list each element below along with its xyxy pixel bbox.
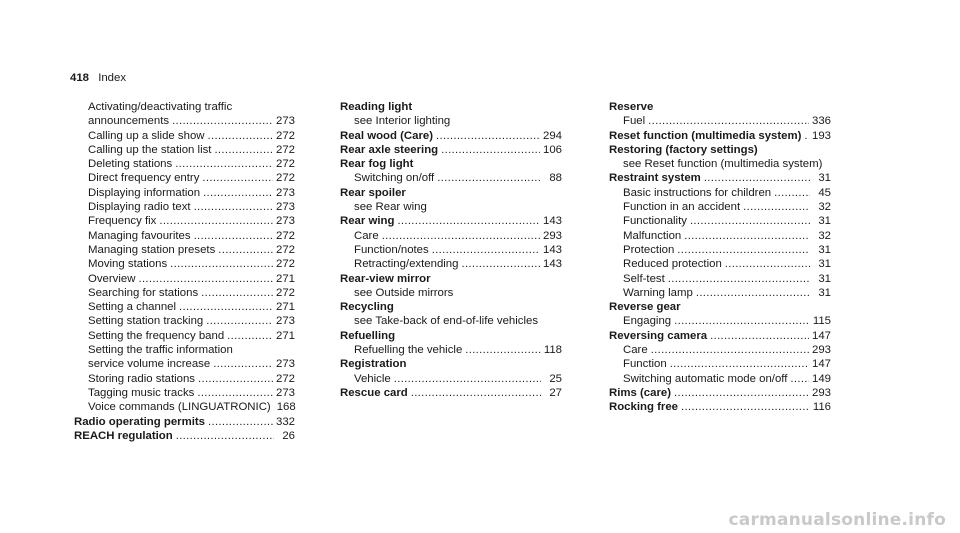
index-subentry [609, 243, 831, 257]
entry-label: Retracting/extending [354, 258, 459, 271]
page-reference[interactable]: 32 [818, 229, 831, 242]
index-subentry [74, 171, 295, 185]
dot-leader [176, 429, 274, 443]
index-entry [609, 171, 831, 185]
entry-label: Reverse gear [609, 301, 681, 314]
index-entry [609, 400, 831, 414]
entry-label: Rocking free [609, 401, 678, 414]
dot-leader [382, 229, 540, 243]
entry-label: Reduced protection [623, 258, 722, 271]
page-reference[interactable]: 31 [818, 243, 831, 256]
entry-label: Frequency fix [88, 215, 157, 228]
dot-leader [394, 372, 541, 386]
entry-label: Calling up the station list [88, 143, 212, 156]
index-subentry [340, 229, 562, 243]
page-reference[interactable]: 294 [542, 129, 562, 142]
entry-label: Voice commands (LINGUATRONIC) [88, 401, 271, 414]
page-reference[interactable]: 32 [818, 201, 831, 214]
dot-leader [197, 386, 273, 400]
page-reference[interactable]: 31 [818, 286, 831, 299]
page-reference[interactable]: 31 [818, 272, 831, 285]
index-entry [340, 214, 562, 228]
entry-label: Deleting stations [88, 158, 173, 171]
entry-label: see Reset function (multimedia system) [623, 158, 823, 171]
index-subentry [609, 372, 831, 386]
dot-leader [704, 171, 810, 185]
page-reference[interactable]: 272 [275, 258, 295, 271]
entry-label: Functionality [623, 215, 687, 228]
page-reference[interactable]: 143 [542, 215, 562, 228]
entry-label: Rims (care) [609, 386, 672, 399]
page-reference[interactable]: 106 [542, 143, 562, 156]
page-header [70, 71, 126, 85]
dot-leader [172, 114, 273, 128]
index-entry [74, 415, 295, 429]
page-reference[interactable]: 272 [275, 243, 295, 256]
index-subentry [74, 114, 295, 128]
dot-leader [202, 171, 273, 185]
index-subentry [340, 200, 562, 214]
index-subentry [74, 286, 295, 300]
dot-leader [725, 257, 810, 271]
page-reference[interactable]: 273 [275, 215, 295, 228]
dot-leader [465, 343, 541, 357]
index-subentry [609, 272, 831, 286]
page-reference[interactable]: 26 [282, 429, 295, 442]
index-subentry [74, 186, 295, 200]
index-column-3 [609, 100, 831, 415]
page-reference[interactable]: 193 [811, 129, 831, 142]
index-entry [340, 157, 562, 171]
page-reference[interactable]: 272 [275, 158, 295, 171]
entry-label: REACH regulation [74, 429, 173, 442]
index-subentry [74, 243, 295, 257]
dot-leader [201, 286, 273, 300]
index-subentry [74, 129, 295, 143]
entry-label: Rear wing [340, 215, 395, 228]
page-reference[interactable]: 25 [549, 372, 562, 385]
entry-label: Searching for stations [88, 286, 199, 299]
dot-leader [194, 200, 273, 214]
entry-label: Radio operating permits [74, 415, 206, 428]
dot-leader [432, 243, 540, 257]
entry-label: Managing station presets [88, 243, 216, 256]
index-entry [609, 129, 831, 143]
entry-label: see Outside mirrors [354, 286, 454, 299]
entry-label: Reversing camera [609, 329, 708, 342]
index-subentry [74, 229, 295, 243]
dot-leader [670, 357, 809, 371]
page-reference[interactable]: 293 [811, 344, 831, 357]
entry-label: Function [623, 358, 667, 371]
entry-label: Tagging music tracks [88, 386, 195, 399]
dot-leader [397, 214, 540, 228]
entry-label: Malfunction [623, 229, 682, 242]
entry-label: see Interior lighting [354, 115, 451, 128]
index-entry [340, 357, 562, 371]
page-reference[interactable]: 149 [811, 372, 831, 385]
index-entry [340, 300, 562, 314]
index-subentry [74, 200, 295, 214]
page-reference[interactable]: 31 [818, 215, 831, 228]
index-column-1 [74, 100, 295, 443]
dot-leader [690, 214, 810, 228]
index-subentry [74, 357, 295, 371]
dot-leader [790, 372, 809, 386]
entry-label: Overview [88, 272, 136, 285]
entry-label: Setting the frequency band [88, 329, 225, 342]
dot-leader [208, 129, 273, 143]
index-subentry [340, 171, 562, 185]
page-reference[interactable]: 273 [275, 315, 295, 328]
dot-leader [159, 214, 273, 228]
dot-leader [710, 329, 809, 343]
entry-label: see Take-back of end-of-life vehicles [354, 315, 539, 328]
dot-leader [743, 200, 810, 214]
index-subentry [74, 143, 295, 157]
page-reference[interactable]: 31 [818, 258, 831, 271]
page-reference[interactable]: 273 [275, 186, 295, 199]
entry-label: Care [623, 344, 648, 357]
entry-label: Real wood (Care) [340, 129, 434, 142]
entry-label: Function in an accident [623, 201, 741, 214]
index-entry [609, 100, 831, 114]
entry-label: Managing favourites [88, 229, 191, 242]
index-subentry [340, 343, 562, 357]
dot-leader [436, 129, 540, 143]
dot-leader [674, 386, 809, 400]
page-reference[interactable]: 147 [811, 358, 831, 371]
section-title: Index [98, 72, 127, 84]
entry-label: Rear spoiler [340, 186, 406, 199]
index-entry [340, 186, 562, 200]
dot-leader [218, 243, 273, 257]
dot-leader [651, 343, 809, 357]
page-reference[interactable]: 272 [275, 286, 295, 299]
page-reference[interactable]: 273 [275, 201, 295, 214]
page-reference[interactable]: 271 [275, 301, 295, 314]
index-subentry [609, 286, 831, 300]
entry-label: Rear axle steering [340, 143, 439, 156]
index-subentry [609, 357, 831, 371]
index-subentry [74, 386, 295, 400]
index-entry [340, 143, 562, 157]
page-reference[interactable]: 45 [818, 186, 831, 199]
entry-label: Displaying information [88, 186, 201, 199]
entry-label: Calling up a slide show [88, 129, 205, 142]
dot-leader [175, 157, 273, 171]
page-reference[interactable]: 273 [275, 386, 295, 399]
entry-label: Protection [623, 243, 675, 256]
entry-label: Self-test [623, 272, 665, 285]
index-subentry [609, 114, 831, 128]
entry-label: Registration [340, 358, 407, 371]
entry-label: Reset function (multimedia system) [609, 129, 802, 142]
entry-label: service volume increase [88, 358, 211, 371]
index-entry [609, 143, 831, 157]
page-reference[interactable]: 116 [812, 401, 831, 414]
dot-leader [208, 415, 273, 429]
dot-leader [684, 229, 810, 243]
dot-leader [214, 143, 273, 157]
index-subentry [609, 214, 831, 228]
index-subentry [74, 314, 295, 328]
index-subentry [74, 372, 295, 386]
page-reference[interactable]: 273 [275, 358, 295, 371]
dot-leader [648, 114, 809, 128]
entry-label: Rear-view mirror [340, 272, 431, 285]
entry-label: Care [354, 229, 379, 242]
page-reference[interactable]: 272 [275, 172, 295, 185]
watermark-logo: carmanualsonline.info [728, 509, 946, 530]
page-reference[interactable]: 143 [542, 243, 562, 256]
page-reference[interactable]: 118 [543, 344, 562, 357]
dot-leader [213, 357, 273, 371]
page-reference[interactable]: 293 [542, 229, 562, 242]
entry-label: Moving stations [88, 258, 168, 271]
page-reference[interactable]: 147 [811, 329, 831, 342]
dot-leader [696, 286, 810, 300]
entry-label: Vehicle [354, 372, 391, 385]
entry-label: Recycling [340, 301, 394, 314]
page-reference[interactable]: 271 [275, 272, 295, 285]
entry-label: Activating/deactivating traffic [88, 101, 233, 113]
dot-leader [804, 129, 809, 143]
index-subentry [74, 100, 295, 114]
index-column-2 [340, 100, 562, 400]
entry-label: see Rear wing [354, 201, 427, 214]
page-reference[interactable]: 272 [275, 143, 295, 156]
entry-label: Storing radio stations [88, 372, 196, 385]
index-subentry [609, 257, 831, 271]
page-reference[interactable]: 168 [276, 401, 296, 414]
index-entry [340, 272, 562, 286]
entry-label: Direct frequency entry [88, 172, 200, 185]
dot-leader [227, 329, 273, 343]
entry-label: Displaying radio text [88, 201, 191, 214]
page-reference[interactable]: 272 [275, 229, 295, 242]
index-entry [340, 329, 562, 343]
entry-label: Reading light [340, 101, 413, 113]
dot-leader [206, 314, 273, 328]
entry-label: Function/notes [354, 243, 429, 256]
dot-leader [179, 300, 273, 314]
entry-label: Rear fog light [340, 158, 414, 171]
dot-leader [681, 400, 810, 414]
page-reference[interactable]: 336 [811, 115, 831, 128]
index-subentry [609, 343, 831, 357]
index-entry [340, 100, 562, 114]
index-subentry [74, 329, 295, 343]
dot-leader [437, 171, 541, 185]
entry-label: Engaging [623, 315, 672, 328]
index-entry [609, 386, 831, 400]
entry-label: Setting the traffic information [88, 344, 233, 357]
dot-leader [198, 372, 273, 386]
dot-leader [677, 243, 810, 257]
index-entry [609, 300, 831, 314]
index-subentry [74, 157, 295, 171]
index-subentry [74, 343, 295, 357]
entry-label: Setting station tracking [88, 315, 204, 328]
index-entry [340, 386, 562, 400]
dot-leader [194, 229, 273, 243]
entry-label: announcements [88, 115, 170, 128]
dot-leader [461, 257, 540, 271]
page-reference[interactable]: 31 [818, 172, 831, 185]
entry-label: Refuelling [340, 329, 396, 342]
page-reference[interactable]: 143 [542, 258, 562, 271]
entry-label: Basic instructions for children [623, 186, 772, 199]
index-subentry [609, 229, 831, 243]
dot-leader [411, 386, 541, 400]
entry-label: Setting a channel [88, 301, 177, 314]
index-subentry [340, 243, 562, 257]
index-subentry [340, 314, 562, 328]
entry-label: Switching automatic mode on/off [623, 372, 788, 385]
page-reference[interactable]: 332 [275, 415, 295, 428]
index-subentry [609, 314, 831, 328]
page-reference[interactable]: 272 [275, 129, 295, 142]
entry-label: Warning lamp [623, 286, 693, 299]
entry-label: Rescue card [340, 386, 408, 399]
page-reference[interactable]: 293 [811, 386, 831, 399]
index-subentry [609, 157, 831, 171]
entry-label: Reserve [609, 101, 654, 113]
dot-leader [668, 272, 810, 286]
entry-label: Switching on/off [354, 172, 435, 185]
entry-label: Fuel [623, 115, 646, 128]
index-subentry [340, 257, 562, 271]
index-subentry [74, 272, 295, 286]
index-subentry [609, 200, 831, 214]
page-reference[interactable]: 273 [275, 115, 295, 128]
index-subentry [74, 300, 295, 314]
dot-leader [674, 314, 810, 328]
index-subentry [340, 286, 562, 300]
entry-label: Refuelling the vehicle [354, 344, 463, 357]
index-subentry [74, 400, 295, 414]
index-entry [74, 429, 295, 443]
index-subentry [340, 114, 562, 128]
dot-leader [774, 186, 810, 200]
dot-leader [203, 186, 273, 200]
page-reference[interactable]: 88 [549, 172, 562, 185]
index-subentry [340, 372, 562, 386]
index-entry [609, 329, 831, 343]
page-reference[interactable]: 115 [812, 315, 831, 328]
dot-leader [170, 257, 273, 271]
page-reference[interactable]: 271 [275, 329, 295, 342]
page-number: 418 [70, 72, 90, 84]
index-entry [340, 129, 562, 143]
index-subentry [609, 186, 831, 200]
index-subentry [74, 257, 295, 271]
dot-leader [138, 272, 273, 286]
dot-leader [441, 143, 540, 157]
entry-label: Restoring (factory settings) [609, 143, 758, 156]
entry-label: Restraint system [609, 172, 701, 185]
page-reference[interactable]: 27 [549, 386, 562, 399]
index-subentry [74, 214, 295, 228]
page-reference[interactable]: 272 [275, 372, 295, 385]
